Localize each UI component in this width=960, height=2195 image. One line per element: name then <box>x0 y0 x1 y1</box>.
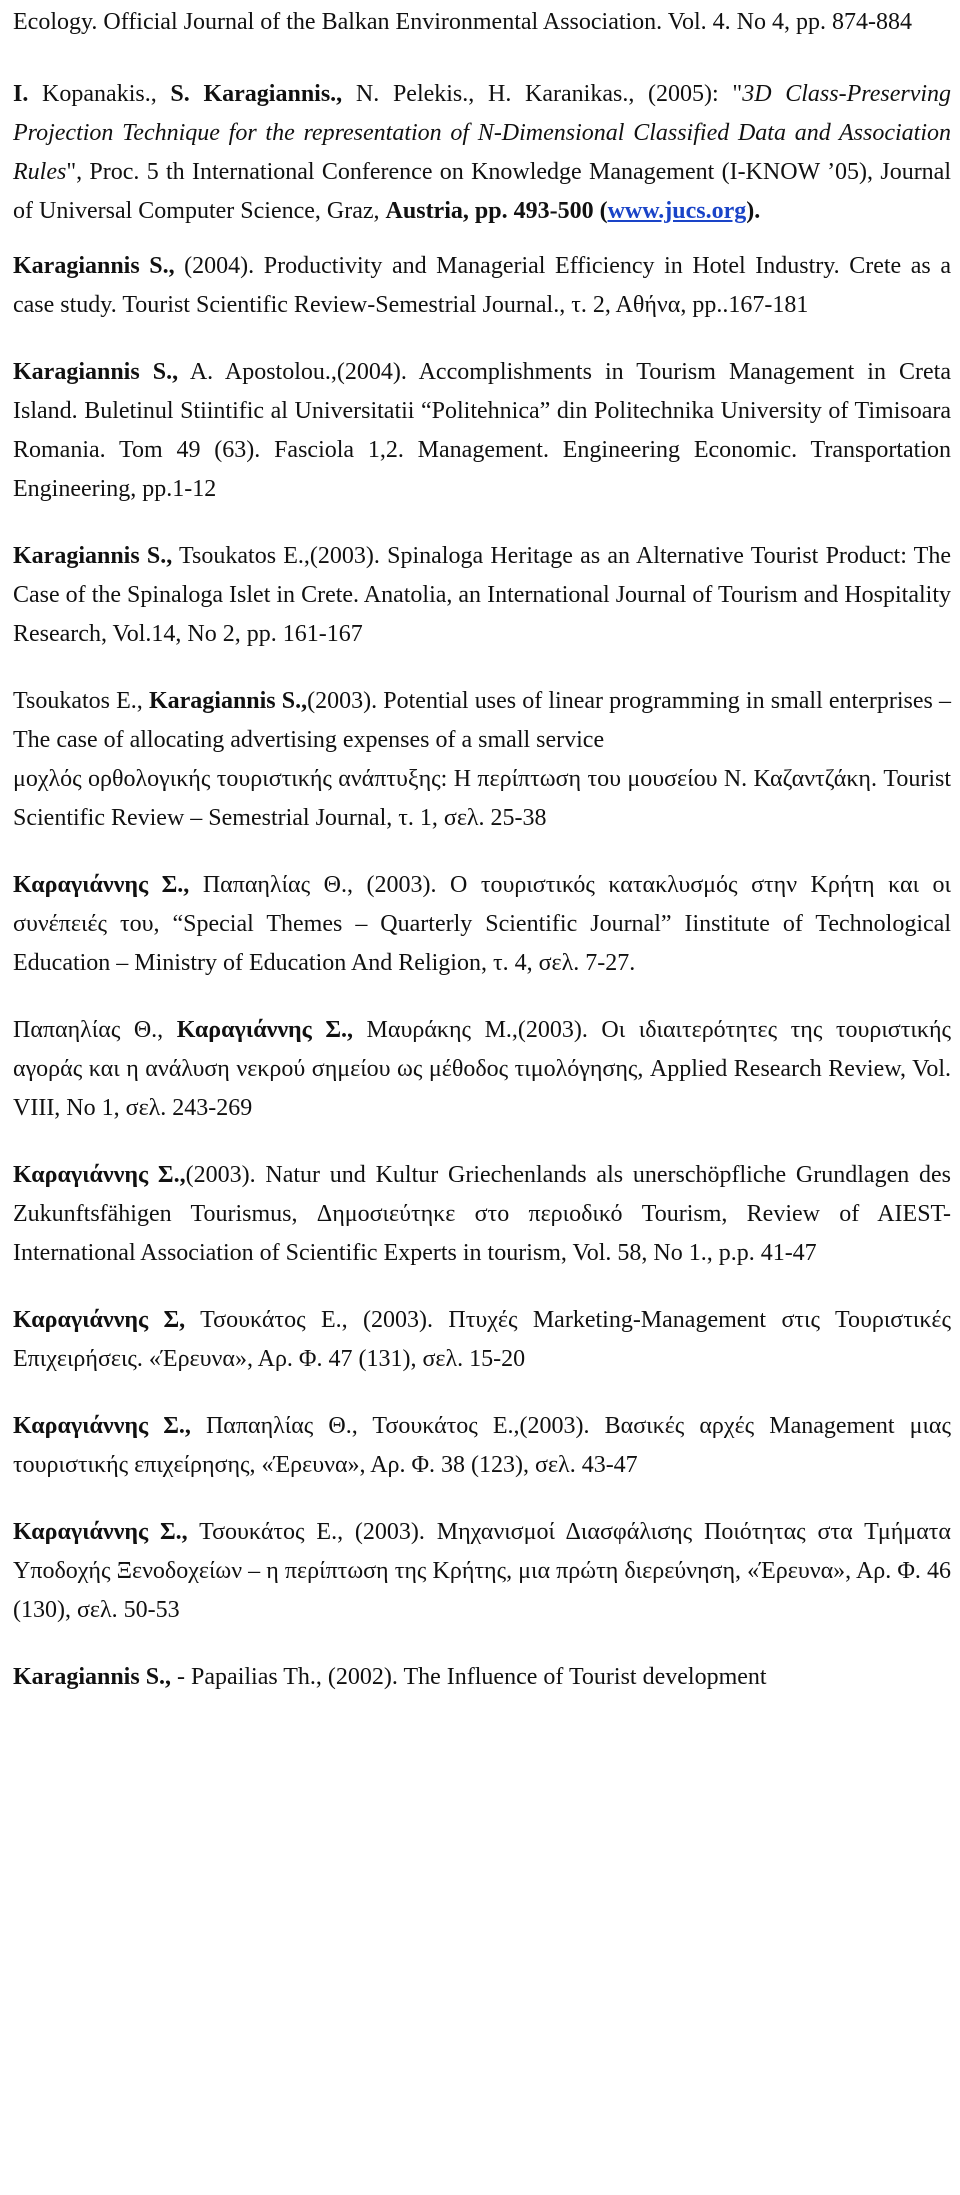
author-name: Karagiannis S., <box>13 253 175 279</box>
reference-text: Ecology. Official Journal of the Balkan Environmental Association. Vol. 4. No 4, pp. 874-884 <box>13 9 912 35</box>
reference-entry <box>13 1658 951 1697</box>
author-name: S. Karagiannis., <box>170 81 343 107</box>
reference-entry <box>13 75 951 231</box>
reference-entry <box>13 1011 951 1128</box>
author-name: Karagiannis S., <box>13 359 179 385</box>
reference-text: Tsoukatos E.,(2003). Spinaloga Heritage as an Alternative Tourist Product: The Case of the Spinaloga Islet in Crete. Anatolia, an International Journal of Tourism and Hospitality Research, Vol.14, No 2, pp. 161-167 <box>13 543 951 647</box>
reference-text: Kopanakis., <box>28 81 171 107</box>
reference-entry <box>13 1513 951 1630</box>
author-name: Καραγιάννης Σ, <box>13 1307 186 1333</box>
author-name: Καραγιάννης Σ., <box>13 1519 188 1545</box>
author-name: Καραγιάννης Σ., <box>13 872 190 898</box>
reference-entry <box>13 1407 951 1485</box>
reference-text: Παπαηλίας Θ., (2003). Ο τουριστικός κατακλυσμός στην Κρήτη και οι συνέπειές του, “Special Themes – Quarterly Scientific Journal” Iinstitute of Technological Education – Ministry of Education And Religion, τ. 4, σελ. 7-27. <box>13 872 951 976</box>
reference-entry <box>13 537 951 654</box>
reference-text: (2004). Productivity and Managerial Efficiency in Hotel Industry. Crete as a case study. Tourist Scientific Review-Semestrial Journal., τ. 2, Αθήνα, pp..167-181 <box>13 253 951 318</box>
reference-text: μοχλός ορθολογικής τουριστικής ανάπτυξης: Η περίπτωση του μουσείου Ν. Καζαντζάκη. Tourist Scientific Review – Semestrial Journal, τ. 1, σελ. 25-38 <box>13 766 951 831</box>
reference-text: A. Apostolou.,(2004). Accomplishments in Tourism Management in Creta Island. Buletinul Stiintific al Universitatii “Politehnica” din Politechnika University of Timisoara Romania. Tom 49 (63). Fasciola 1,2. Management. Engineering Economic. Transportation Engineering, pp.1-12 <box>13 359 951 502</box>
author-name: Karagiannis S., <box>13 1664 172 1690</box>
author-name: ). <box>746 198 761 224</box>
reference-text: N. Pelekis., H. Karanikas., (2005): " <box>342 81 743 107</box>
author-name: Karagiannis S., <box>148 688 308 714</box>
reference-entry <box>13 3 951 42</box>
reference-list <box>13 0 951 1697</box>
reference-text: (2003). Potential uses of linear programming in small enterprises – The case of allocating advertising expenses of a small service <box>13 688 951 753</box>
reference-text: Τσουκάτος Ε., (2003). Μηχανισμοί Διασφάλισης Ποιότητας στα Τμήματα Υποδοχής Ξενοδοχείων – η περίπτωση της Κρήτης, μια πρώτη διερεύνηση, «Έρευνα», Αρ. Φ. 46 (130), σελ. 50-53 <box>13 1519 951 1623</box>
reference-entry <box>13 353 951 509</box>
reference-text: Μαυράκης Μ.,(2003). Οι ιδιαιτερότητες της τουριστικής αγοράς και η ανάλυση νεκρού σημείου ως μέθοδος τιμολόγησης, Applied Research Review, Vol. VIII, No 1, σελ. 243-269 <box>13 1017 951 1121</box>
reference-entry <box>13 866 951 983</box>
reference-entry <box>13 682 951 838</box>
reference-text: - Papailias Th., (2002). The Influence of Tourist development <box>171 1664 767 1690</box>
author-name: Καραγιάννης Σ., <box>176 1017 354 1043</box>
reference-text: Παπαηλίας Θ., <box>13 1017 177 1043</box>
website-link[interactable]: www.jucs.org <box>607 198 747 224</box>
reference-text: (2003). Natur und Kultur Griechenlands als unerschöpfliche Grundlagen des Zukunftsfähigen Tourismus, Δημοσιεύτηκε στο περιοδικό Tourism, Review of AIEST- International Association of Scientific Experts in tourism, Vol. 58, No 1., p.p. 41-47 <box>13 1162 952 1266</box>
author-name: I. <box>13 81 29 107</box>
author-name: Austria, pp. 493-500 ( <box>385 198 608 224</box>
reference-text: Τσουκάτος Ε., (2003). Πτυχές Marketing-Management στις Τουριστικές Επιχειρήσεις. «Έρευνα», Αρ. Φ. 47 (131), σελ. 15-20 <box>13 1307 952 1372</box>
author-name: Καραγιάννης Σ., <box>13 1162 186 1188</box>
paper-title: 3D Class-Preserving Projection Technique for the representation of N-Dimensional Classified Data and Association Rules <box>13 81 952 185</box>
author-name: Karagiannis S., <box>13 543 173 569</box>
reference-entry <box>13 1301 951 1379</box>
reference-text: ", Proc. 5 th International Conference on Knowledge Management (I-KNOW ’05), Journal of Universal Computer Science, Graz, <box>13 159 951 224</box>
author-name: Καραγιάννης Σ., <box>13 1413 191 1439</box>
reference-text: Παπαηλίας Θ., Τσουκάτος Ε.,(2003). Βασικές αρχές Management μιας τουριστικής επιχείρησης, «Έρευνα», Αρ. Φ. 38 (123), σελ. 43-47 <box>13 1413 952 1478</box>
reference-entry <box>13 247 951 325</box>
reference-text: Tsoukatos E., <box>13 688 149 714</box>
reference-entry <box>13 1156 951 1273</box>
